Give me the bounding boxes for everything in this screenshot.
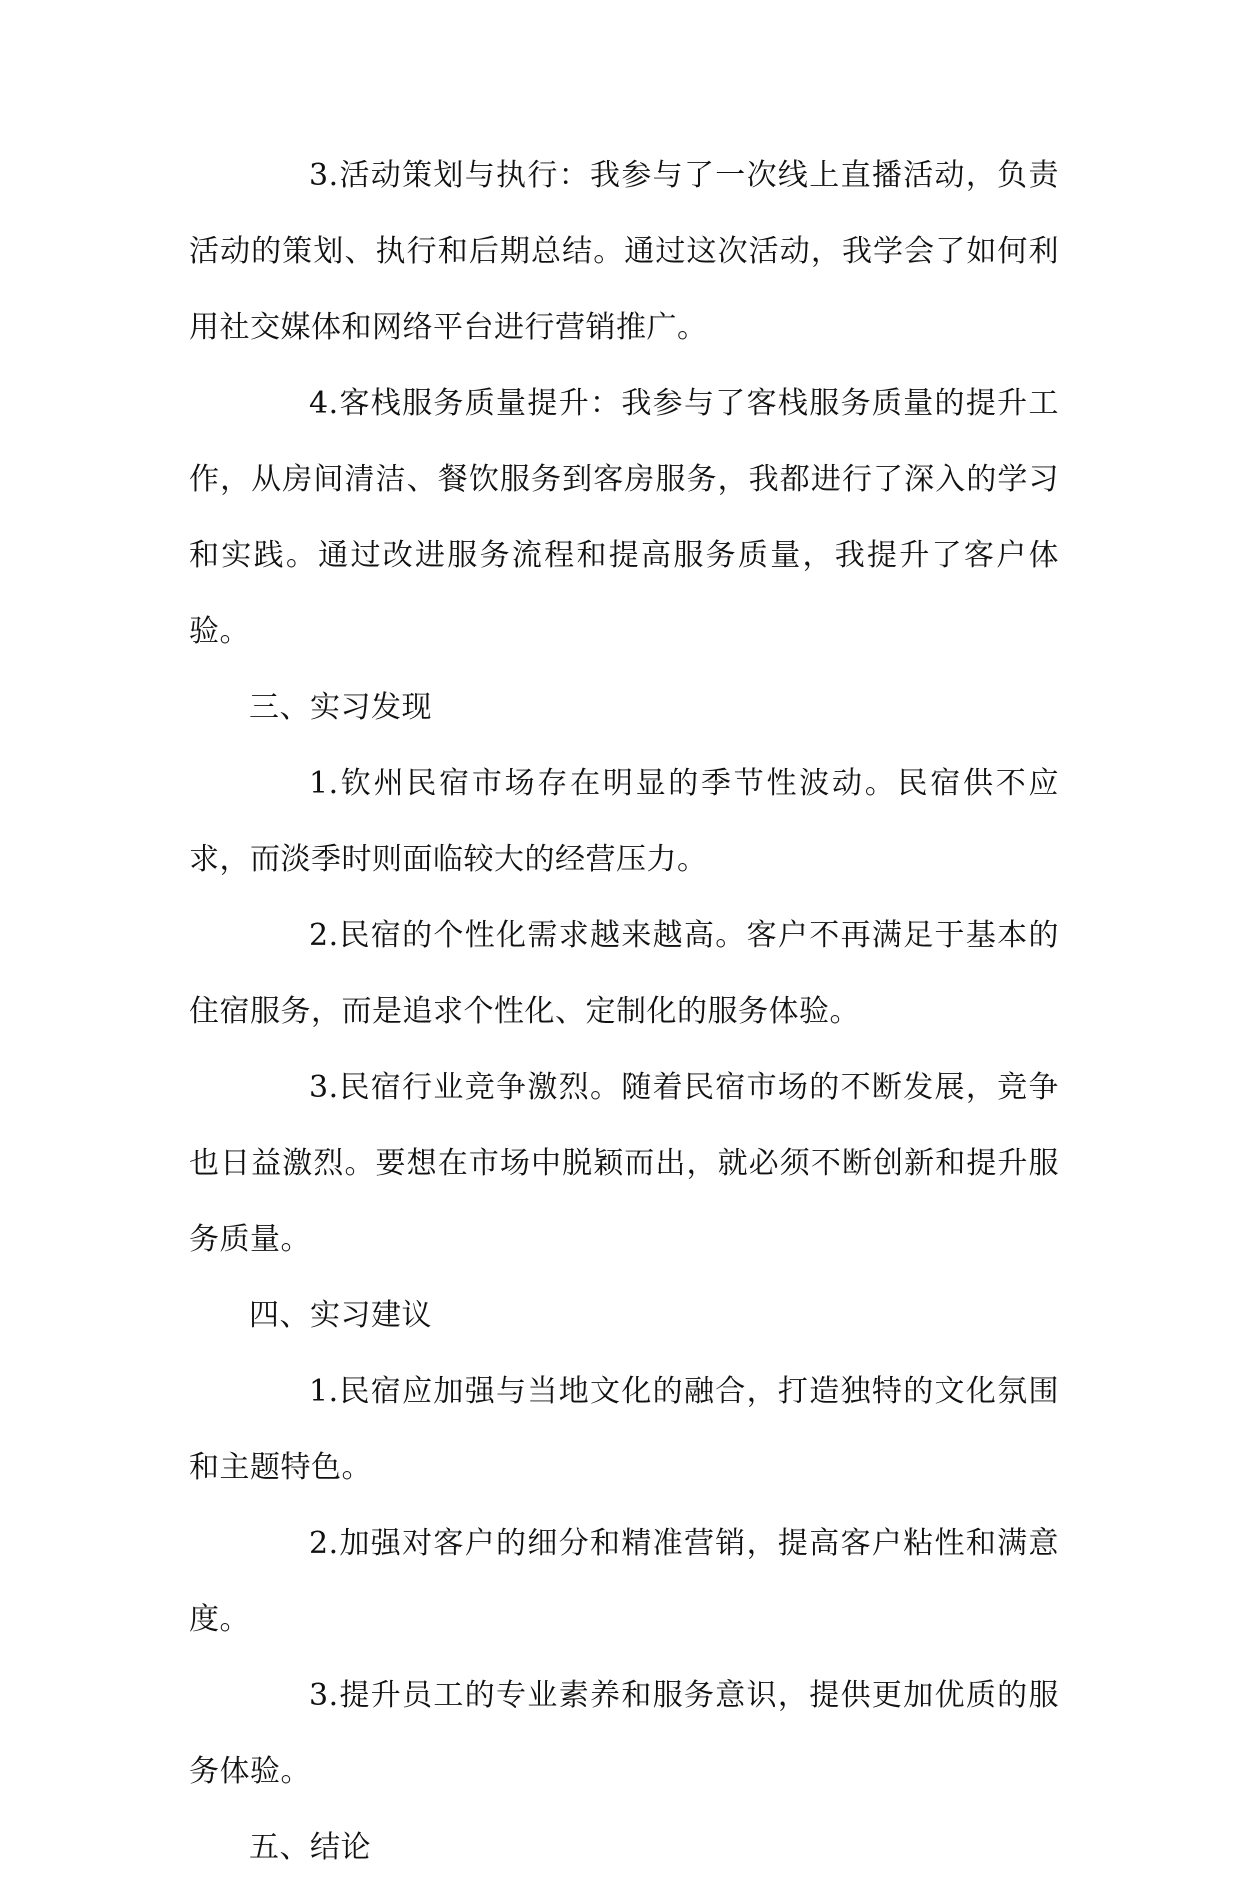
paragraph-text: 加强对客户的细分和精准营销，提高客户粘性和满意度。 <box>189 1526 1059 1637</box>
paragraph-text: 活动策划与执行：我参与了一次线上直播活动，负责活动的策划、执行和后期总结。通过这次活动，我学会了如何利用社交媒体和网络平台进行营销推广。 <box>189 158 1059 345</box>
paragraph-text: 钦州民宿市场存在明显的季节性波动。民宿供不应求，而淡季时则面临较大的经营压力。 <box>189 766 1059 877</box>
paragraph-service-quality <box>189 366 1059 670</box>
suggestion-item-1 <box>189 1354 1059 1506</box>
paragraph-activity-planning <box>189 138 1059 366</box>
item-number: 4. <box>309 386 339 421</box>
suggestion-item-2 <box>189 1506 1059 1658</box>
item-number: 2. <box>309 1526 339 1561</box>
suggestion-item-3 <box>189 1658 1059 1810</box>
finding-item-1 <box>189 746 1059 898</box>
finding-item-3 <box>189 1050 1059 1278</box>
paragraph-text: 民宿的个性化需求越来越高。客户不再满足于基本的住宿服务，而是追求个性化、定制化的服务体验。 <box>189 918 1059 1029</box>
document-body <box>189 138 1059 1886</box>
paragraph-text: 民宿行业竞争激烈。随着民宿市场的不断发展，竞争也日益激烈。要想在市场中脱颖而出，就必须不断创新和提升服务质量。 <box>189 1070 1059 1257</box>
item-number: 2. <box>309 918 339 953</box>
section-heading-conclusion: 五、结论 <box>249 1830 371 1865</box>
section-heading-suggestions: 四、实习建议 <box>249 1298 432 1333</box>
item-number: 1. <box>309 766 339 801</box>
item-number: 1. <box>309 1374 339 1409</box>
finding-item-2 <box>189 898 1059 1050</box>
paragraph-text: 提升员工的专业素养和服务意识，提供更加优质的服务体验。 <box>189 1678 1059 1789</box>
paragraph-text: 民宿应加强与当地文化的融合，打造独特的文化氛围和主题特色。 <box>189 1374 1059 1485</box>
item-number: 3. <box>309 1070 339 1105</box>
item-number: 3. <box>309 1678 339 1713</box>
item-number: 3. <box>309 158 339 193</box>
section-heading-findings: 三、实习发现 <box>249 690 432 725</box>
paragraph-text: 客栈服务质量提升：我参与了客栈服务质量的提升工作，从房间清洁、餐饮服务到客房服务，我都进行了深入的学习和实践。通过改进服务流程和提高服务质量，我提升了客户体验。 <box>189 386 1059 649</box>
